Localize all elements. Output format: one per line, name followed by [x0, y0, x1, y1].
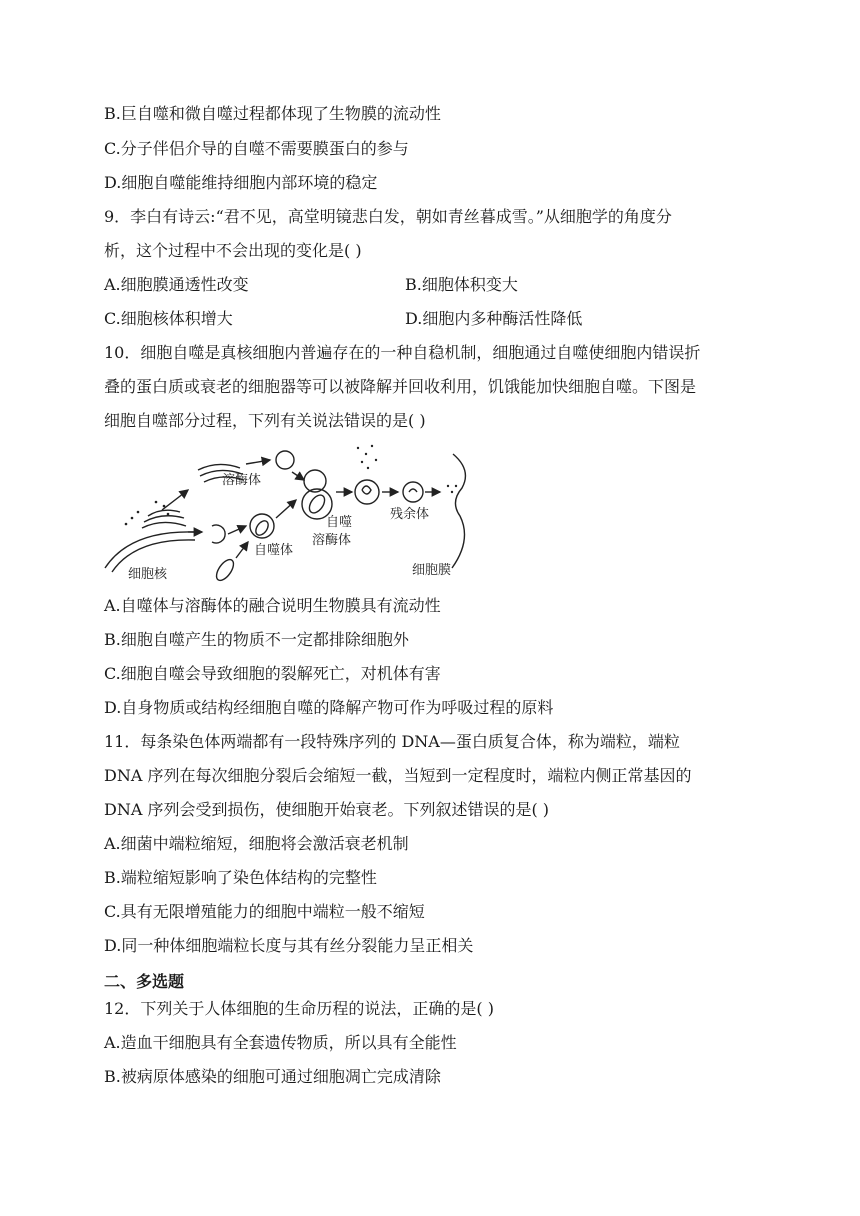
- cell-membrane-line: [452, 454, 465, 568]
- q9-option-c: C.细胞核体积增大: [104, 309, 233, 328]
- q11-option-a: A.细菌中端粒缩短，细胞将会激活衰老机制: [104, 834, 409, 853]
- label-autophagosome: 自噬体: [254, 543, 294, 558]
- q12-stem: 12．下列关于人体细胞的生命历程的说法，正确的是( ): [104, 999, 494, 1018]
- q10-option-c: C.细胞自噬会导致细胞的裂解死亡，对机体有害: [104, 664, 441, 683]
- golgi-apparatus: [198, 464, 240, 470]
- q11-stem-line2: DNA 序列在每次细胞分裂后会缩短一截，当短到一定程度时，端粒内侧正常基因的: [104, 766, 692, 785]
- q8-option-b: B.巨自噬和微自噬过程都体现了生物膜的流动性: [104, 104, 441, 123]
- q8-option-d: D.细胞自噬能维持细胞内部环境的稳定: [104, 173, 378, 192]
- label-autolysosome-line2: 溶酶体: [312, 533, 352, 548]
- q12-option-a: A.造血干细胞具有全套遗传物质，所以具有全能性: [104, 1033, 457, 1052]
- q10-stem-line2: 叠的蛋白质或衰老的细胞器等可以被降解并回收利用，饥饿能加快细胞自噬。下图是: [104, 377, 697, 396]
- q9-option-a: A.细胞膜通透性改变: [104, 275, 249, 294]
- q10-option-a: A.自噬体与溶酶体的融合说明生物膜具有流动性: [104, 596, 441, 615]
- q10-option-b: B.细胞自噬产生的物质不一定都排除细胞外: [104, 630, 409, 649]
- q8-option-c: C.分子伴侣介导的自噬不需要膜蛋白的参与: [104, 139, 409, 158]
- mitochondrion: [213, 557, 237, 584]
- q11-stem-line1: 11．每条染色体两端都有一段特殊序列的 DNA—蛋白质复合体，称为端粒，端粒: [104, 732, 680, 751]
- q10-option-d: D.自身物质或结构经细胞自噬的降解产物可作为呼吸过程的原料: [104, 698, 554, 717]
- section-title: 二、多选题: [104, 972, 185, 991]
- q9-stem-line1: 9．李白有诗云:“君不见，高堂明镜悲白发，朝如青丝暮成雪。”从细胞学的角度分: [104, 207, 672, 226]
- q11-option-d: D.同一种体细胞端粒长度与其有丝分裂能力呈正相关: [104, 936, 474, 955]
- label-autolysosome-line1: 自噬: [326, 515, 353, 530]
- lysosome-circle: [276, 451, 294, 469]
- nuclear-envelope-outer: [105, 532, 195, 568]
- residual-body-circle: [403, 482, 423, 502]
- label-cell-membrane: 细胞膜: [412, 563, 452, 578]
- digestion-vesicle: [355, 480, 379, 504]
- label-lysosome: 溶酶体: [222, 473, 262, 488]
- q9-option-b: B.细胞体积变大: [405, 275, 518, 294]
- q12-option-b: B.被病原体感染的细胞可通过细胞凋亡完成清除: [104, 1067, 441, 1086]
- q9-option-d: D.细胞内多种酶活性降低: [405, 309, 583, 328]
- q10-stem-line1: 10．细胞自噬是真核细胞内普遍存在的一种自稳机制，细胞通过自噬使细胞内错误折: [104, 343, 701, 362]
- q9-stem-line2: 析，这个过程中不会出现的变化是( ): [104, 241, 362, 260]
- phagophore: [212, 525, 225, 543]
- autophagy-diagram: [100, 440, 480, 585]
- label-residual-body: 残余体: [390, 507, 430, 522]
- q11-option-b: B.端粒缩短影响了染色体结构的完整性: [104, 868, 377, 887]
- q11-stem-line3: DNA 序列会受到损伤，使细胞开始衰老。下列叙述错误的是( ): [104, 800, 550, 819]
- label-nucleus: 细胞核: [128, 567, 168, 582]
- q10-stem-line3: 细胞自噬部分过程，下列有关说法错误的是( ): [104, 411, 426, 430]
- q11-option-c: C.具有无限增殖能力的细胞中端粒一般不缩短: [104, 902, 425, 921]
